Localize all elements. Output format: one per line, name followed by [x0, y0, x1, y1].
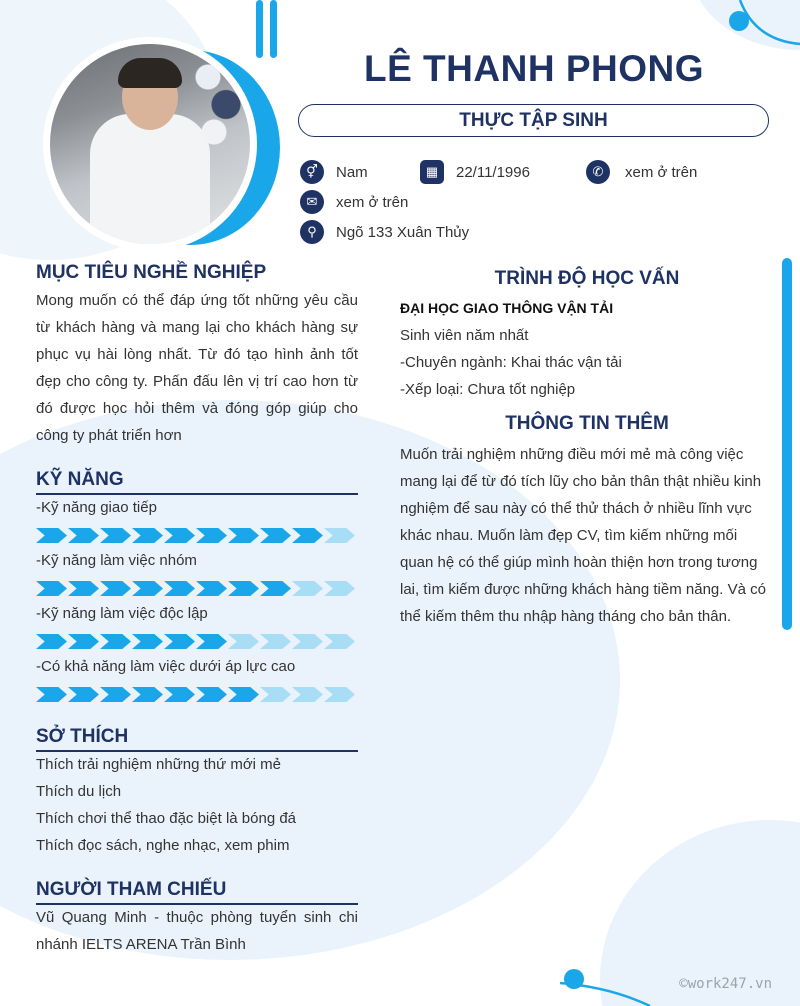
reference-heading: NGƯỜI THAM CHIẾU [36, 879, 227, 900]
rating-chevron-filled [228, 528, 259, 543]
rating-chevron-filled [164, 581, 195, 596]
rating-chevron-filled [68, 581, 99, 596]
rating-chevron-filled [164, 634, 195, 649]
education-line: -Xếp loại: Chưa tốt nghiệp [400, 381, 576, 398]
birthdate-info [420, 160, 530, 184]
rating-chevron-empty [260, 687, 291, 702]
email-value: xem ở trên [336, 193, 409, 211]
hobby-item: Thích du lịch [36, 783, 122, 800]
phone-icon: ✆ [586, 160, 610, 184]
skill-rating [36, 687, 355, 702]
rating-chevron-filled [196, 634, 227, 649]
rating-chevron-filled [36, 687, 67, 702]
rating-chevron-empty [324, 634, 355, 649]
watermark: ©work247.vn [679, 976, 772, 992]
hobby-item: Thích đọc sách, nghe nhạc, xem phim [36, 837, 290, 854]
hobbies-heading: SỞ THÍCH [36, 726, 129, 747]
envelope-icon: ✉ [300, 190, 324, 214]
skills-heading: KỸ NĂNG [36, 469, 124, 490]
rating-chevron-empty [292, 687, 323, 702]
skills-divider [36, 493, 358, 495]
rating-chevron-filled [100, 528, 131, 543]
profile-photo [50, 44, 250, 244]
school-name: ĐẠI HỌC GIAO THÔNG VẬN TẢI [400, 300, 614, 316]
skill-rating [36, 528, 355, 543]
rating-chevron-filled [68, 528, 99, 543]
objective-text: Mong muốn có thể đáp ứng tốt những yêu cầu từ khách hàng và mang lại cho khách hàng sự phục vụ hài lòng nhất. Từ đó tạo hình ảnh tốt đẹp cho công ty. Phấn đấu lên vị trí cao hơn từ đó được học hỏi thêm và đóng góp giúp cho công ty phát triển hơn [36, 292, 358, 444]
corner-arc-decoration [700, 0, 800, 50]
hobby-item: Thích chơi thể thao đặc biệt là bóng đá [36, 810, 297, 827]
skill-label: -Có khả năng làm việc dưới áp lực cao [36, 658, 296, 675]
location-pin-icon: ⚲ [300, 220, 324, 244]
birthdate-value: 22/11/1996 [456, 163, 530, 181]
rating-chevron-empty [228, 634, 259, 649]
rating-chevron-empty [324, 528, 355, 543]
rating-chevron-filled [36, 634, 67, 649]
skill-label: -Kỹ năng giao tiếp [36, 499, 157, 516]
rating-chevron-filled [100, 634, 131, 649]
rating-chevron-filled [164, 528, 195, 543]
objective-heading: MỤC TIÊU NGHỀ NGHIỆP [36, 262, 267, 283]
bottom-arc-decoration [560, 965, 680, 1006]
rating-chevron-filled [100, 581, 131, 596]
skill-rating [36, 581, 355, 596]
rating-chevron-filled [196, 581, 227, 596]
rating-chevron-filled [164, 687, 195, 702]
skill-rating [36, 634, 355, 649]
phone-value: xem ở trên [625, 163, 698, 181]
reference-text: Vũ Quang Minh - thuộc phòng tuyển sinh chi nhánh IELTS ARENA Trần Bình [36, 909, 358, 953]
rating-chevron-filled [196, 687, 227, 702]
email-info [300, 190, 408, 214]
rating-chevron-filled [100, 687, 131, 702]
rating-chevron-empty [292, 634, 323, 649]
rating-chevron-filled [68, 687, 99, 702]
rating-chevron-filled [260, 581, 291, 596]
rating-chevron-filled [228, 687, 259, 702]
address-value: Ngõ 133 Xuân Thủy [336, 223, 470, 241]
candidate-name: LÊ THANH PHONG [364, 48, 704, 89]
rating-chevron-empty [292, 581, 323, 596]
rating-chevron-empty [324, 581, 355, 596]
hobby-item: Thích trải nghiệm những thứ mới mẻ [36, 756, 282, 773]
extra-info-heading: THÔNG TIN THÊM [505, 413, 669, 434]
hobbies-divider [36, 750, 358, 752]
skill-label: -Kỹ năng làm việc nhóm [36, 552, 197, 569]
skill-label: -Kỹ năng làm việc độc lập [36, 605, 208, 622]
vertical-bar-decoration [270, 0, 277, 58]
rating-chevron-empty [324, 687, 355, 702]
rating-chevron-filled [132, 581, 163, 596]
rating-chevron-filled [228, 581, 259, 596]
right-edge-bar-decoration [782, 258, 792, 630]
education-line: -Chuyên ngành: Khai thác vận tải [400, 354, 622, 371]
job-title-badge: THỰC TẬP SINH [298, 104, 769, 137]
rating-chevron-empty [260, 634, 291, 649]
rating-chevron-filled [292, 528, 323, 543]
gender-icon: ⚥ [300, 160, 324, 184]
rating-chevron-filled [36, 581, 67, 596]
education-line: Sinh viên năm nhất [400, 327, 529, 344]
avatar [43, 37, 257, 251]
vertical-bar-decoration [256, 0, 263, 58]
gender-value: Nam [336, 163, 368, 181]
extra-info-text: Muốn trải nghiệm những điều mới mẻ mà công việc mang lại để từ đó tích lũy cho bản thân thật nhiều kinh nghiệm để sau này có thể thử thách ở nhiều lĩnh vực khác nhau. Muốn làm đẹp CV, tìm kiếm những mối quan hệ có thể giúp mình hoàn thiện hơn trong tương lai, tìm kiếm được những khách hàng tiềm năng. Và có thể kiếm thêm thu nhập hàng tháng cho bản thân. [400, 446, 766, 625]
rating-chevron-filled [196, 528, 227, 543]
rating-chevron-filled [68, 634, 99, 649]
education-heading: TRÌNH ĐỘ HỌC VẤN [494, 268, 680, 289]
rating-chevron-filled [36, 528, 67, 543]
rating-chevron-filled [132, 528, 163, 543]
address-info [300, 220, 469, 244]
calendar-icon: ▦ [420, 160, 444, 184]
rating-chevron-filled [132, 634, 163, 649]
gender-info [300, 160, 368, 184]
rating-chevron-filled [132, 687, 163, 702]
phone-info [586, 160, 697, 184]
rating-chevron-filled [260, 528, 291, 543]
